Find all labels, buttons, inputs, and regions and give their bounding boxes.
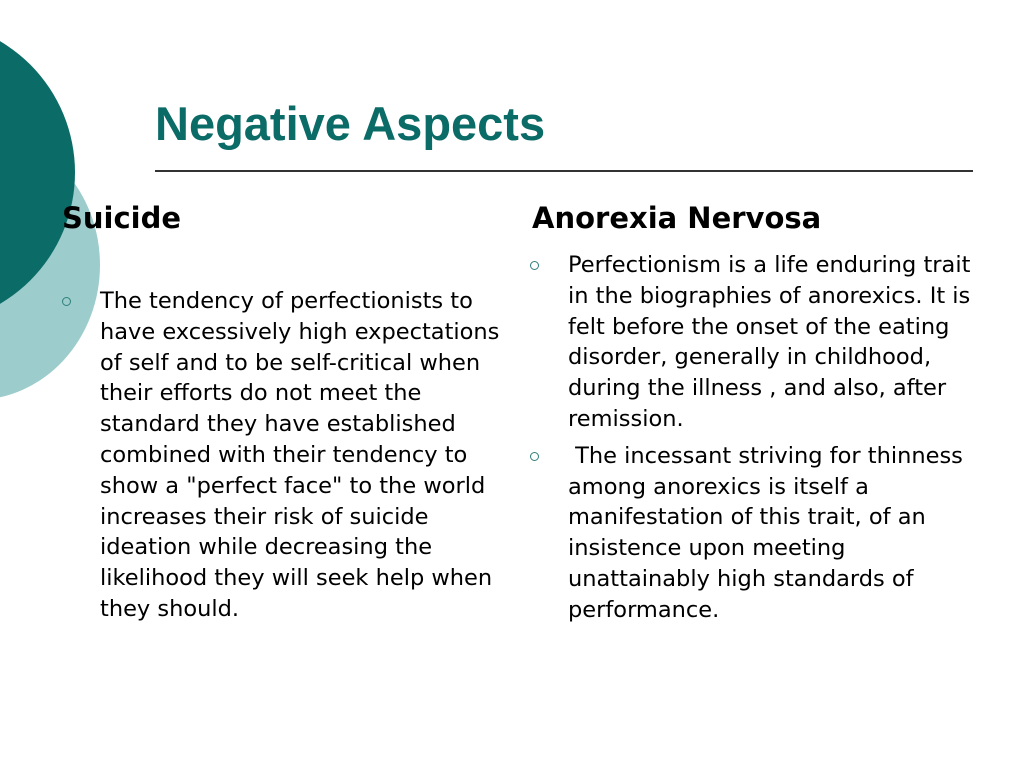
slide-title: Negative Aspects xyxy=(155,97,546,150)
title-divider xyxy=(155,170,973,172)
bullet-text: The tendency of perfectionists to have excessively high expectations of self and to be self-critical when their efforts do not meet the standard they have established combined with their tendency to show a "perfect face" to the world increases their risk of suicide ideation while decreasing the likelihood they will seek help when they should. xyxy=(100,288,500,622)
column-heading-suicide: Suicide xyxy=(62,201,182,235)
hollow-circle-bullet-icon xyxy=(530,261,539,270)
bullet-list-anorexia xyxy=(530,250,980,632)
list-item xyxy=(530,250,980,435)
bullet-text: Perfectionism is a life enduring trait in the biographies of anorexics. It is felt before the onset of the eating disorder, generally in childhood, during the illness , and also, after remission. xyxy=(568,252,971,432)
hollow-circle-bullet-icon xyxy=(62,297,71,306)
list-item xyxy=(62,286,502,625)
bullet-list-suicide xyxy=(62,286,502,631)
hollow-circle-bullet-icon xyxy=(530,452,539,461)
column-heading-anorexia-nervosa: Anorexia Nervosa xyxy=(532,201,822,235)
list-item xyxy=(530,441,980,626)
bullet-text: The incessant striving for thinness among anorexics is itself a manifestation of this trait, of an insistence upon meeting unattainably high standards of performance. xyxy=(568,442,971,623)
